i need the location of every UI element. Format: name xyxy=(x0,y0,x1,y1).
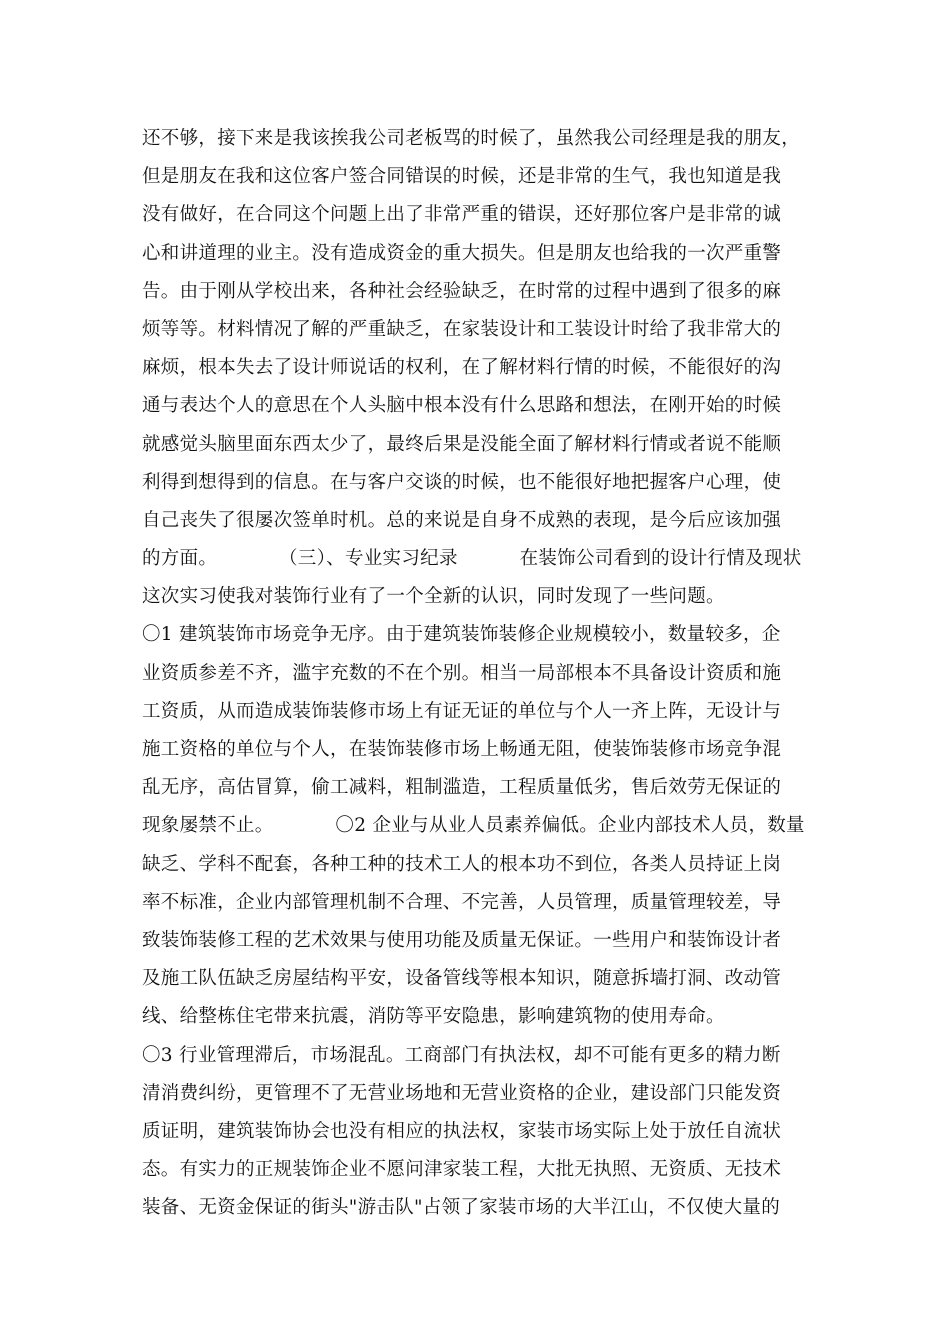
text-line: 装备、无资金保证的街头"游击队"占领了家装市场的大半江山，不仅使大量的 xyxy=(142,1197,781,1219)
text-line: 〇1 建筑装饰市场竞争无序。由于建筑装饰装修企业规模较小，数量较多，企 xyxy=(142,624,781,646)
text-line: 自己丧失了很屡次签单时机。总的来说是自身不成熟的表现，是今后应该加强 xyxy=(142,509,782,531)
text-line: 施工资格的单位与个人，在装饰装修市场上畅通无阻，使装饰装修市场竞争混 xyxy=(142,739,782,760)
text-line: 心和讲道理的业主。没有造成资金的重大损失。但是朋友也给我的一次严重警 xyxy=(142,242,782,264)
text-line: 及施工队伍缺乏房屋结构平安，设备管线等根本知识，随意拆墙打洞、改动管 xyxy=(142,968,782,990)
text-line: 就感觉头脑里面东西太少了，最终后果是没能全面了解材料行情或者说不能顺 xyxy=(142,433,782,455)
text-line: 线、给整栋住宅带来抗震，消防等平安隐患，影响建筑物的使用寿命。 xyxy=(142,1006,725,1028)
text-line: 还不够，接下来是我该挨我公司老板骂的时候了，虽然我公司经理是我的朋友， xyxy=(142,128,801,149)
text-line: 利得到想得到的信息。在与客户交谈的时候，也不能很好地把握客户心理，使 xyxy=(142,471,782,493)
text-line: 态。有实力的正规装饰企业不愿问津家装工程，大批无执照、无资质、无技术 xyxy=(142,1159,782,1181)
text-line: 的方面。 （三）、专业实习纪录 在装饰公司看到的设计行情及现状 xyxy=(142,548,802,570)
text-line: 但是朋友在我和这位客户签合同错误的时候，还是非常的生气，我也知道是我 xyxy=(142,166,782,188)
text-line: 缺乏、学科不配套，各种工种的技术工人的根本功不到位，各类人员持证上岗 xyxy=(142,853,782,875)
text-line: 〇3 行业管理滞后，市场混乱。工商部门有执法权，却不可能有更多的精力断 xyxy=(142,1044,781,1066)
text-line: 没有做好，在合同这个问题上出了非常严重的错误，还好那位客户是非常的诚 xyxy=(142,204,782,226)
text-line: 率不标准，企业内部管理机制不合理、不完善，人员管理，质量管理较差，导 xyxy=(142,891,782,913)
text-line: 现象屡禁不止。 〇2 企业与从业人员素养偏低。企业内部技术人员，数量 xyxy=(142,815,805,837)
text-line: 告。由于刚从学校出来，各种社会经验缺乏，在时常的过程中遇到了很多的麻 xyxy=(142,280,782,302)
text-line: 乱无序，高估冒算，偷工减料，粗制滥造，工程质量低劣，售后效劳无保证的 xyxy=(142,777,782,799)
text-line: 工资质，从而造成装饰装修市场上有证无证的单位与个人一齐上阵，无设计与 xyxy=(142,700,782,722)
text-line: 致装饰装修工程的艺术效果与使用功能及质量无保证。一些用户和装饰设计者 xyxy=(142,929,782,951)
text-line: 清消费纠纷，更管理不了无营业场地和无营业资格的企业，建设部门只能发资 xyxy=(142,1082,782,1104)
body-text xyxy=(142,120,822,1227)
text-line: 麻烦，根本失去了设计师说话的权利，在了解材料行情的时候，不能很好的沟 xyxy=(142,357,782,379)
text-line: 质证明，建筑装饰协会也没有相应的执法权，家装市场实际上处于放任自流状 xyxy=(142,1120,782,1142)
text-line: 通与表达个人的意思在个人头脑中根本没有什么思路和想法，在刚开始的时候 xyxy=(142,395,782,417)
text-line: 烦等等。材料情况了解的严重缺乏，在家装设计和工装设计时给了我非常大的 xyxy=(142,318,782,340)
text-line: 这次实习使我对装饰行业有了一个全新的认识，同时发现了一些问题。 xyxy=(142,586,725,608)
text-line: 业资质参差不齐，滥宇充数的不在个别。相当一局部根本不具备设计资质和施 xyxy=(142,662,782,684)
